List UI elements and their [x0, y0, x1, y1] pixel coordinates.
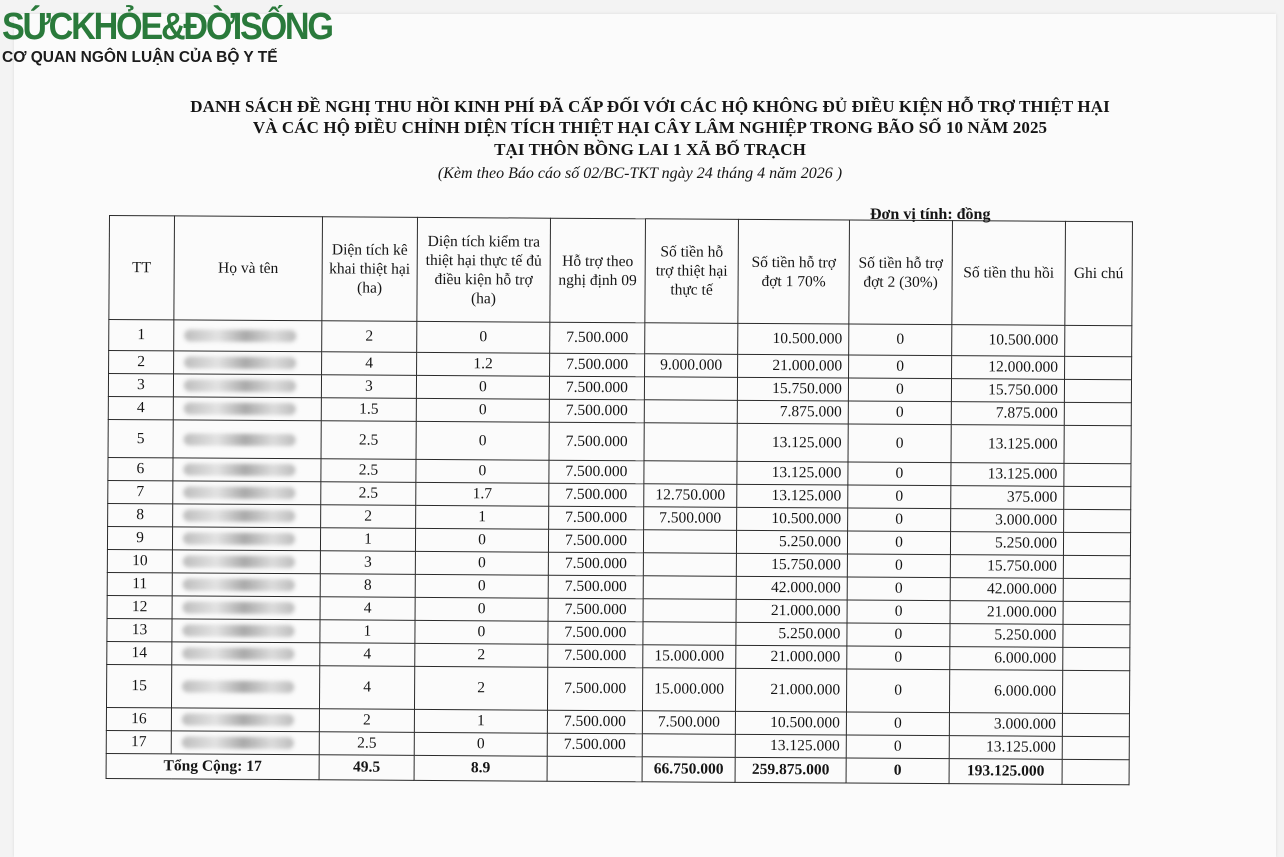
redacted-name — [183, 487, 295, 500]
cell-decree-support: 7.500.000 — [549, 422, 644, 461]
cell-phase1: 10.500.000 — [738, 323, 849, 355]
total-note — [1062, 759, 1129, 784]
cell-name — [174, 351, 322, 375]
cell-recovery: 3.000.000 — [949, 713, 1062, 737]
cell-decree-support: 7.500.000 — [548, 621, 643, 645]
cell-checked-area: 1 — [414, 709, 547, 733]
cell-declared-area: 2 — [319, 709, 414, 733]
cell-name — [171, 708, 319, 732]
cell-actual-support — [643, 599, 736, 623]
document-title-line-1: DANH SÁCH ĐỀ NGHỊ THU HỒI KINH PHÍ ĐÃ CẤP ĐỐI VỚI CÁC HỘ KHÔNG ĐỦ ĐIỀU KIỆN HỖ TRỢ THIỆT HẠI — [190, 97, 1110, 116]
header-recovery: Số tiền thu hồi — [952, 221, 1066, 326]
cell-declared-area: 4 — [320, 643, 415, 667]
cell-phase1: 15.750.000 — [736, 553, 847, 577]
cell-actual-support — [642, 734, 735, 758]
cell-phase2: 0 — [849, 324, 952, 356]
cell-recovery: 12.000.000 — [952, 356, 1065, 380]
total-label: Tổng Cộng: 17 — [106, 753, 319, 779]
cell-phase2: 0 — [846, 712, 949, 736]
redacted-name — [183, 579, 295, 592]
cell-phase1: 13.125.000 — [737, 484, 848, 508]
redacted-name — [182, 737, 294, 750]
cell-tt: 7 — [108, 480, 173, 503]
cell-checked-area: 0 — [417, 321, 550, 353]
cell-note — [1064, 402, 1131, 425]
cell-checked-area: 0 — [414, 732, 547, 756]
cell-decree-support: 7.500.000 — [548, 529, 643, 553]
cell-actual-support — [643, 553, 736, 577]
table-row — [106, 664, 1129, 713]
cell-tt: 8 — [108, 503, 173, 526]
document-title-line-2: VÀ CÁC HỘ ĐIỀU CHỈNH DIỆN TÍCH THIỆT HẠI CÂY LÂM NGHIỆP TRONG BÃO SỐ 10 NĂM 2025 — [252, 118, 1048, 137]
cell-declared-area: 4 — [322, 352, 417, 376]
cell-actual-support — [644, 423, 737, 462]
header-tt: TT — [109, 216, 175, 320]
cell-recovery: 10.500.000 — [952, 325, 1065, 357]
cell-note — [1065, 325, 1132, 356]
total-checked-area: 8.9 — [414, 755, 547, 781]
cell-note — [1063, 601, 1130, 624]
redacted-name — [184, 403, 296, 416]
cell-decree-support: 7.500.000 — [548, 598, 643, 622]
cell-checked-area: 0 — [415, 551, 548, 575]
cell-checked-area: 0 — [416, 459, 549, 483]
cell-note — [1063, 532, 1130, 555]
cell-phase1: 5.250.000 — [736, 622, 847, 646]
cell-declared-area: 1 — [320, 620, 415, 644]
cell-phase2: 0 — [846, 669, 949, 713]
cell-note — [1064, 425, 1131, 463]
cell-phase2: 0 — [848, 378, 951, 402]
redacted-name — [183, 510, 295, 523]
cell-recovery: 42.000.000 — [950, 578, 1063, 602]
total-actual-support: 66.750.000 — [642, 757, 735, 783]
cell-name — [172, 550, 320, 574]
cell-decree-support: 7.500.000 — [550, 353, 645, 377]
cell-note — [1065, 356, 1132, 379]
cell-phase1: 7.875.000 — [737, 400, 848, 424]
cell-tt: 13 — [107, 618, 172, 641]
logo-wordmark: SỨCKHỎE&ĐỜISỐNG — [2, 6, 332, 48]
cell-decree-support: 7.500.000 — [549, 376, 644, 400]
header-actual-support: Số tiền hỗ trợ thiệt hại thực tế — [645, 219, 739, 324]
cell-checked-area: 0 — [415, 528, 548, 552]
cell-recovery: 6.000.000 — [950, 647, 1063, 671]
cell-checked-area: 0 — [416, 421, 549, 460]
total-declared-area: 49.5 — [319, 755, 414, 781]
cell-note — [1064, 509, 1131, 532]
site-logo[interactable] — [2, 6, 368, 67]
cell-decree-support: 7.500.000 — [549, 399, 644, 423]
cell-phase1: 21.000.000 — [736, 645, 847, 669]
cell-decree-support: 7.500.000 — [548, 575, 643, 599]
cell-decree-support: 7.500.000 — [549, 483, 644, 507]
cell-name — [174, 320, 322, 352]
cell-note — [1064, 463, 1131, 486]
cell-declared-area: 2.5 — [321, 482, 416, 506]
cell-note — [1064, 486, 1131, 509]
cell-actual-support — [643, 530, 736, 554]
cell-name — [173, 397, 321, 421]
cell-tt: 1 — [109, 320, 174, 351]
cell-name — [172, 527, 320, 551]
cell-actual-support — [643, 622, 736, 646]
total-recovery: 193.125.000 — [949, 759, 1062, 785]
redacted-name — [183, 464, 295, 477]
cell-decree-support: 7.500.000 — [547, 710, 642, 734]
cell-tt: 3 — [108, 374, 173, 397]
cell-actual-support: 15.000.000 — [643, 645, 736, 669]
cell-decree-support: 7.500.000 — [549, 506, 644, 530]
cell-name — [173, 374, 321, 398]
cell-tt: 4 — [108, 396, 173, 419]
cell-phase1: 10.500.000 — [737, 507, 848, 531]
cell-tt: 11 — [107, 572, 172, 595]
cell-declared-area: 3 — [320, 551, 415, 575]
header-declared-area: Diện tích kê khai thiệt hại (ha) — [322, 217, 418, 322]
redacted-name — [182, 625, 294, 638]
cell-phase2: 0 — [847, 531, 950, 555]
redacted-name — [183, 533, 295, 546]
cell-note — [1062, 670, 1129, 713]
cell-decree-support: 7.500.000 — [548, 644, 643, 668]
cell-name — [171, 665, 319, 709]
cell-declared-area: 1.5 — [321, 398, 416, 422]
redacted-name — [183, 602, 295, 615]
cell-decree-support: 7.500.000 — [547, 667, 642, 711]
cell-note — [1062, 736, 1129, 759]
cell-actual-support — [644, 461, 737, 485]
cell-actual-support: 7.500.000 — [644, 507, 737, 531]
cell-phase2: 0 — [849, 355, 952, 379]
cell-recovery: 7.875.000 — [951, 402, 1064, 426]
cell-recovery: 375.000 — [951, 486, 1064, 510]
cell-phase2: 0 — [847, 577, 950, 601]
cell-recovery: 21.000.000 — [950, 601, 1063, 625]
cell-name — [173, 481, 321, 505]
cell-phase2: 0 — [846, 735, 949, 759]
cell-recovery: 15.750.000 — [951, 379, 1064, 403]
recovery-table — [106, 215, 1133, 785]
cell-tt: 6 — [108, 457, 173, 480]
cell-phase1: 21.000.000 — [738, 354, 849, 378]
total-phase2: 0 — [846, 758, 949, 784]
cell-tt: 2 — [109, 351, 174, 374]
cell-phase2: 0 — [847, 623, 950, 647]
cell-note — [1064, 379, 1131, 402]
header-phase1: Số tiền hỗ trợ đợt 1 70% — [738, 219, 850, 324]
cell-checked-area: 2 — [414, 666, 547, 710]
cell-actual-support: 12.750.000 — [644, 484, 737, 508]
cell-phase2: 0 — [847, 646, 950, 670]
cell-name — [172, 573, 320, 597]
redacted-name — [184, 380, 296, 393]
cell-note — [1063, 624, 1130, 647]
table-header-row — [109, 216, 1133, 326]
cell-checked-area: 1.7 — [416, 482, 549, 506]
cell-actual-support — [645, 323, 738, 355]
cell-name — [172, 642, 320, 666]
cell-phase2: 0 — [847, 600, 950, 624]
cell-phase1: 5.250.000 — [736, 530, 847, 554]
redacted-name — [184, 433, 296, 446]
document-title-line-3: TẠI THÔN BỒNG LAI 1 XÃ BỐ TRẠCH — [494, 140, 806, 159]
cell-tt: 16 — [106, 707, 171, 730]
cell-checked-area: 0 — [415, 620, 548, 644]
cell-declared-area: 4 — [319, 666, 414, 710]
cell-declared-area: 2.5 — [319, 732, 414, 756]
cell-name — [172, 596, 320, 620]
cell-decree-support: 7.500.000 — [550, 322, 645, 354]
cell-tt: 12 — [107, 595, 172, 618]
cell-tt: 14 — [107, 641, 172, 664]
cell-declared-area: 3 — [321, 375, 416, 399]
cell-declared-area: 2 — [322, 321, 417, 353]
cell-phase1: 13.125.000 — [737, 423, 848, 462]
total-phase1: 259.875.000 — [735, 757, 846, 783]
cell-phase1: 42.000.000 — [736, 576, 847, 600]
cell-recovery: 15.750.000 — [950, 555, 1063, 579]
cell-phase2: 0 — [848, 424, 951, 463]
cell-actual-support: 9.000.000 — [645, 354, 738, 378]
cell-tt: 5 — [108, 419, 173, 457]
redacted-name — [184, 357, 296, 370]
header-name: Họ và tên — [174, 216, 323, 321]
cell-name — [171, 731, 319, 755]
cell-name — [172, 619, 320, 643]
cell-tt: 15 — [106, 664, 171, 707]
cell-decree-support: 7.500.000 — [549, 460, 644, 484]
cell-tt: 10 — [107, 549, 172, 572]
cell-phase1: 21.000.000 — [735, 668, 846, 712]
redacted-name — [182, 681, 294, 694]
cell-phase2: 0 — [847, 554, 950, 578]
header-note: Ghi chú — [1065, 221, 1133, 325]
redacted-name — [182, 648, 294, 661]
cell-phase1: 13.125.000 — [735, 734, 846, 758]
cell-phase1: 15.750.000 — [737, 377, 848, 401]
redacted-name — [183, 556, 295, 569]
unit-label: Đơn vị tính: đồng — [870, 206, 991, 223]
cell-note — [1062, 713, 1129, 736]
cell-checked-area: 2 — [415, 643, 548, 667]
cell-checked-area: 0 — [416, 398, 549, 422]
cell-name — [173, 458, 321, 482]
cell-phase1: 10.500.000 — [735, 711, 846, 735]
cell-actual-support: 15.000.000 — [642, 668, 735, 712]
cell-tt: 17 — [106, 730, 171, 753]
cell-phase1: 13.125.000 — [737, 461, 848, 485]
redacted-name — [184, 330, 296, 343]
cell-declared-area: 2 — [321, 505, 416, 529]
cell-actual-support — [644, 400, 737, 424]
cell-actual-support — [644, 377, 737, 401]
cell-checked-area: 1 — [416, 505, 549, 529]
header-phase2: Số tiền hỗ trợ đợt 2 (30%) — [849, 220, 953, 325]
document-subtitle: (Kèm theo Báo cáo số 02/BC-TKT ngày 24 tháng 4 năm 2026 ) — [437, 165, 843, 182]
cell-note — [1063, 647, 1130, 670]
cell-tt: 9 — [107, 526, 172, 549]
cell-checked-area: 0 — [415, 597, 548, 621]
cell-checked-area: 0 — [416, 375, 549, 399]
cell-recovery: 6.000.000 — [949, 670, 1062, 714]
cell-declared-area: 4 — [320, 597, 415, 621]
cell-name — [173, 420, 321, 459]
cell-recovery: 13.125.000 — [949, 736, 1062, 760]
cell-declared-area: 8 — [320, 574, 415, 598]
cell-recovery: 5.250.000 — [950, 532, 1063, 556]
table-row — [108, 419, 1131, 463]
cell-name — [173, 504, 321, 528]
cell-declared-area: 1 — [320, 528, 415, 552]
cell-note — [1063, 555, 1130, 578]
header-decree-support: Hỗ trợ theo nghị định 09 — [550, 218, 646, 323]
cell-recovery: 13.125.000 — [951, 463, 1064, 487]
cell-note — [1063, 578, 1130, 601]
cell-phase1: 21.000.000 — [736, 599, 847, 623]
cell-decree-support: 7.500.000 — [548, 552, 643, 576]
total-decree-support — [547, 756, 642, 782]
cell-declared-area: 2.5 — [321, 459, 416, 483]
cell-recovery: 3.000.000 — [951, 509, 1064, 533]
cell-actual-support — [643, 576, 736, 600]
cell-recovery: 13.125.000 — [951, 425, 1064, 464]
cell-actual-support: 7.500.000 — [642, 711, 735, 735]
cell-phase2: 0 — [848, 508, 951, 532]
cell-declared-area: 2.5 — [321, 421, 416, 460]
cell-checked-area: 1.2 — [417, 352, 550, 376]
cell-checked-area: 0 — [415, 574, 548, 598]
cell-phase2: 0 — [848, 485, 951, 509]
logo-tagline: CƠ QUAN NGÔN LUẬN CỦA BỘ Y TẾ — [2, 49, 278, 66]
cell-decree-support: 7.500.000 — [547, 733, 642, 757]
cell-recovery: 5.250.000 — [950, 624, 1063, 648]
header-checked-area: Diện tích kiểm tra thiệt hại thực tế đủ điều kiện hỗ trợ (ha) — [417, 217, 551, 322]
redacted-name — [182, 714, 294, 727]
cell-phase2: 0 — [848, 401, 951, 425]
cell-phase2: 0 — [848, 462, 951, 486]
